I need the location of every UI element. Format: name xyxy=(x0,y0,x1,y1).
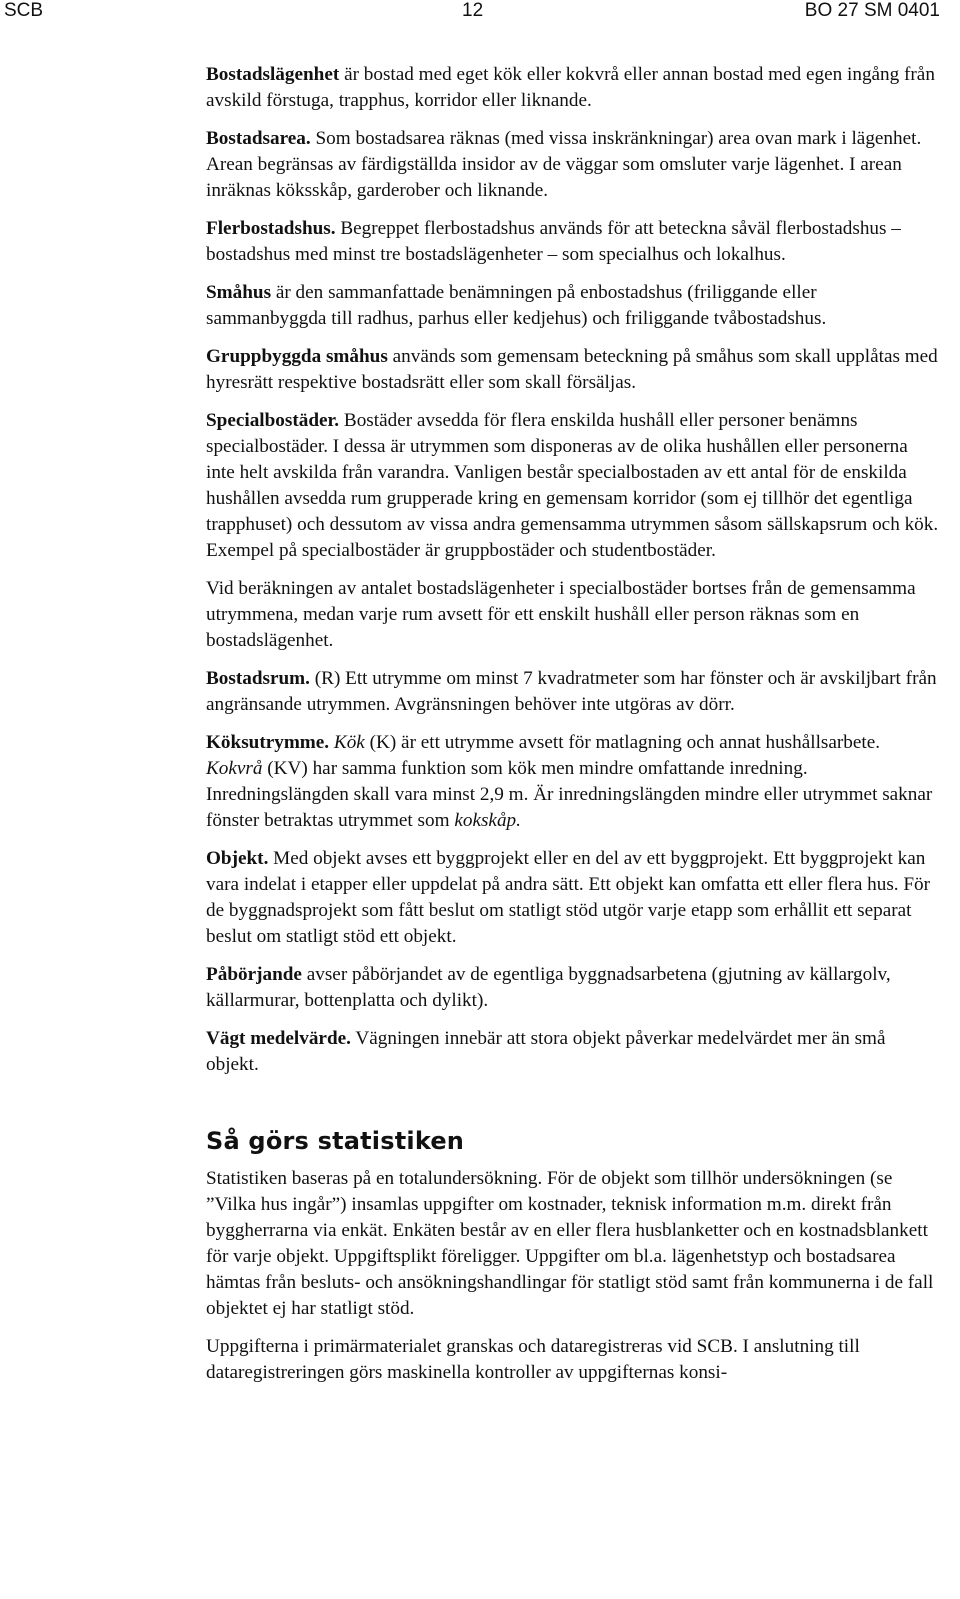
definition-paragraph xyxy=(206,344,939,396)
definition-text: (R) Ett utrymme om minst 7 kvadratmeter som har fönster och är avskiljbart från angränsande utrymmen. Avgränsningen behöver inte utgöras av dörr. xyxy=(206,668,937,715)
definition-term: Flerbostadshus. xyxy=(206,218,336,239)
definition-text: Begreppet flerbostadshus används för att beteckna såväl flerbostadshus – bostadshus med minst tre bostadslägenheter – som specialhus och lokalhus. xyxy=(206,218,901,265)
header-publisher: SCB xyxy=(4,0,44,21)
definition-term: Påbörjande xyxy=(206,964,302,985)
definition-paragraph xyxy=(206,408,939,564)
definition-text: Vägningen innebär att stora objekt påverkar medelvärdet mer än små objekt. xyxy=(206,1028,886,1075)
definition-text: avser påbörjandet av de egentliga byggnadsarbetena (gjutning av källargolv, källarmurar, bottenplatta och dylikt). xyxy=(206,964,891,1011)
definition-text: är bostad med eget kök eller kokvrå eller annan bostad med egen ingång från avskild förstuga, trapphus, korridor eller liknande. xyxy=(206,64,935,111)
definition-emphasis: kokskåp. xyxy=(454,810,521,831)
definition-term: Vägt medelvärde. xyxy=(206,1028,351,1049)
page-header xyxy=(0,0,960,24)
definitions-list xyxy=(206,62,939,1078)
definition-paragraph xyxy=(206,280,939,332)
definition-emphasis: Kök xyxy=(333,732,365,753)
definition-text: (KV) har samma funktion som kök men mindre omfattande inredning. Inredningslängden skall vara minst 2,9 m. Är inredningslängden mindre eller utrymmet saknar fönster betraktas utrymmet som xyxy=(206,758,933,831)
definition-term: Småhus xyxy=(206,282,272,303)
definition-text: (K) är ett utrymme avsett för matlagning och annat hushållsarbete. xyxy=(364,732,881,753)
definition-paragraph xyxy=(206,126,939,204)
definition-paragraph xyxy=(206,666,939,718)
section-heading: Så görs statistiken xyxy=(206,1127,465,1155)
definition-term: Köksutrymme. xyxy=(206,732,330,753)
definition-text: Bostäder avsedda för flera enskilda hushåll eller personer benämns specialbostäder. I dessa är utrymmen som disponeras av de olika hushållen eller personerna inte helt avskilda från varandra. Vanligen består specialbostaden av ett antal för de enskilda hushållen avsedda rum grupperade kring en gemensam korridor (som ej tillhör det egentliga trapphuset) och dessutom av vissa andra gemensamma utrymmen såsom sällskapsrum och kök. Exempel på specialbostäder är gruppbostäder och studentbostäder. xyxy=(206,410,939,561)
definition-paragraph xyxy=(206,576,939,654)
document-body xyxy=(206,62,939,1398)
definition-paragraph xyxy=(206,730,939,834)
definition-text: används som gemensam beteckning på småhus som skall upplåtas med hyresrätt respektive bostadsrätt eller som skall försäljas. xyxy=(206,346,938,393)
definition-text: Som bostadsarea räknas (med vissa inskränkningar) area ovan mark i lägenhet. Arean begränsas av färdigställda insidor av de väggar som omsluter varje lägenhet. I arean inräknas köksskåp, garderober och liknande. xyxy=(206,128,922,201)
page-number: 12 xyxy=(462,0,484,21)
section-paragraph: Statistiken baseras på en totalundersökning. För de objekt som tillhör undersökningen (se ”Vilka hus ingår”) insamlas uppgifter om kostnader, teknisk information m.m. direkt från byggherrarna via enkät. Enkäten består av en eller flera husblanketter och en kostnadsblankett för varje objekt. Uppgiftsplikt föreligger. Uppgifter om bl.a. lägenhetstyp och bostadsarea hämtas från besluts- och ansökningshandlingar för statligt stöd samt från kommunerna i de fall objektet ej har statligt stöd. xyxy=(206,1168,934,1319)
definition-term: Bostadsrum. xyxy=(206,668,310,689)
definition-text: Med objekt avses ett byggprojekt eller en del av ett byggprojekt. Ett byggprojekt kan vara indelat i etapper eller uppdelat på andra sätt. Ett objekt kan omfatta ett eller flera hus. För de byggnadsprojekt som fått beslut om statligt stöd utgör varje etapp som erhållit ett separat beslut om statligt stöd ett objekt. xyxy=(206,848,931,947)
definition-paragraph xyxy=(206,216,939,268)
section-paragraph: Uppgifterna i primärmaterialet granskas och dataregistreras vid SCB. I anslutning till dataregistreringen görs maskinella kontroller av uppgifternas konsi- xyxy=(206,1336,860,1383)
header-report-id: BO 27 SM 0401 xyxy=(804,0,940,21)
definition-text: Vid beräkningen av antalet bostadslägenheter i specialbostäder bortses från de gemensamma utrymmena, medan varje rum avsett för ett enskilt hushåll eller person räknas som en bostadslägenhet. xyxy=(206,578,916,651)
section-body xyxy=(206,1166,939,1386)
definition-term: Objekt. xyxy=(206,848,269,869)
definition-paragraph xyxy=(206,846,939,950)
definition-term: Bostadsarea. xyxy=(206,128,311,149)
definition-paragraph xyxy=(206,962,939,1014)
definition-paragraph xyxy=(206,1026,939,1078)
definition-text: är den sammanfattade benämningen på enbostadshus (friliggande eller sammanbyggda till radhus, parhus eller kedjehus) och friliggande tvåbostadshus. xyxy=(206,282,827,329)
definition-term: Specialbostäder. xyxy=(206,410,340,431)
definition-term: Bostadslägenhet xyxy=(206,64,340,85)
definition-emphasis: Kokvrå xyxy=(206,758,263,779)
definition-term: Gruppbyggda småhus xyxy=(206,346,388,367)
definition-paragraph xyxy=(206,62,939,114)
